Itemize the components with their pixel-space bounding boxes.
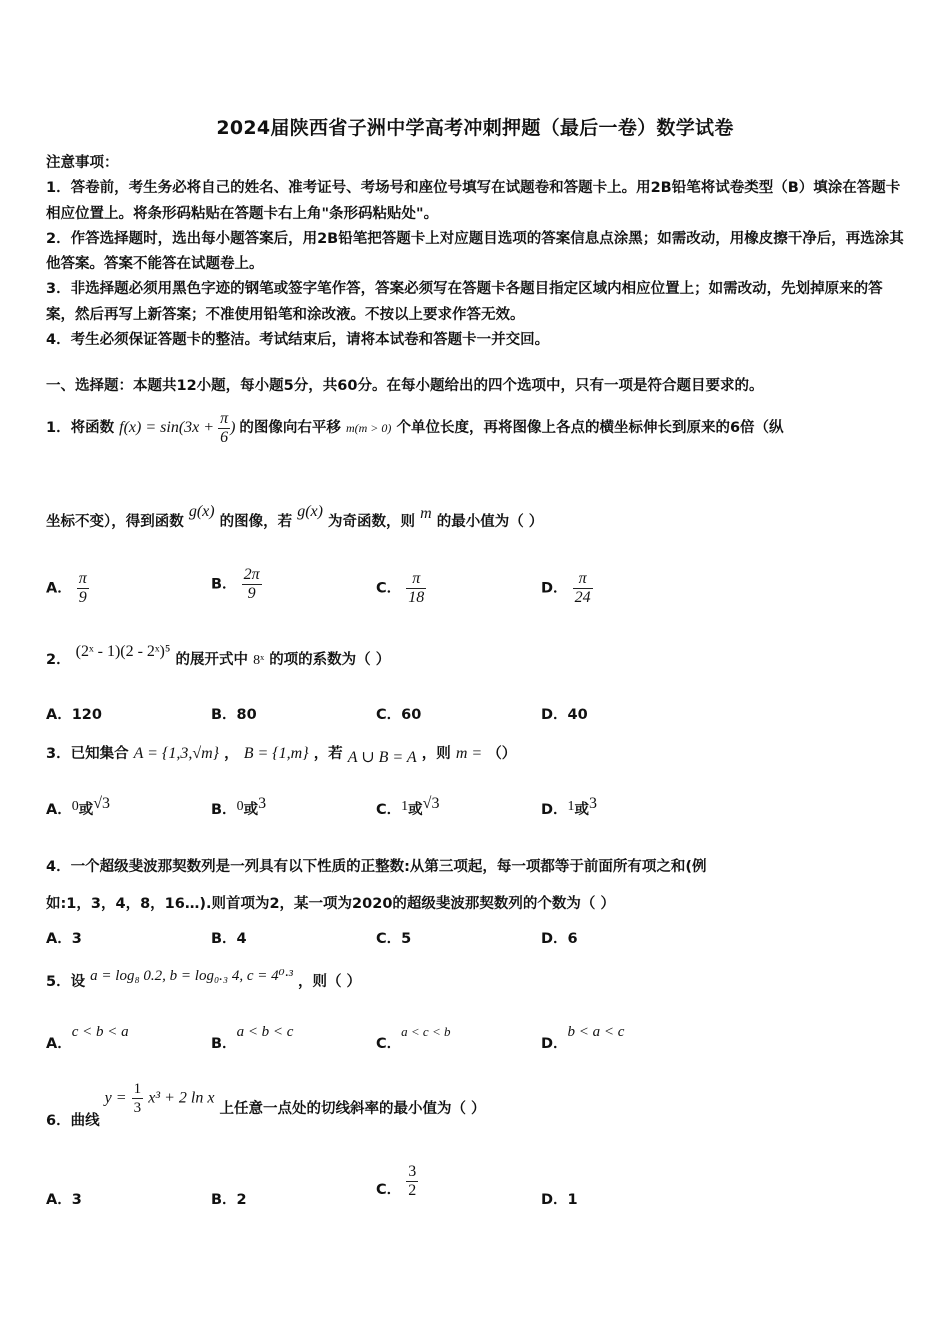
q6-option-d[interactable]: D．1 [541, 1192, 578, 1208]
option-label: B． [211, 802, 237, 818]
q5-option-b[interactable] [211, 1020, 294, 1052]
option-label: D． [541, 1036, 568, 1052]
q2-option-d[interactable]: D．40 [541, 707, 588, 723]
q3-comma: ， [224, 746, 239, 762]
q5-option-c[interactable] [376, 1020, 451, 1052]
frac-den: 9 [78, 589, 87, 606]
frac-num: π [78, 570, 87, 587]
q2-text-1: 的展开式中 [175, 652, 249, 668]
q1-text-6: 的最小值为（ ） [436, 514, 544, 530]
option-value-b: 3 [258, 795, 267, 812]
note-item: 3．非选择题必须用黑色字迹的钢笔或签字笔作答，答案必须写在答题卡各题目指定区域内相应位置上；如需改动，先划掉原来的答案，然后再写上新答案；不准使用铅笔和涂改液。不按以上要求作答无效。 [46, 281, 883, 323]
note-item: 4．考生必须保证答题卡的整洁。考试结束后，请将本试卷和答题卡一并交回。 [46, 332, 550, 349]
question-4-line-1: 4．一个超级斐波那契数列是一列具有以下性质的正整数:从第三项起，每一项都等于前面所有项之和(例 [46, 859, 707, 875]
q1-m: m [420, 505, 432, 522]
question-2 [46, 643, 391, 669]
q2-option-a[interactable]: A．120 [46, 707, 102, 723]
q1-func-text: f(x) = sin(3x + [119, 419, 215, 437]
option-label: A． [46, 580, 72, 597]
option-label: D． [541, 580, 568, 597]
note-item: 2．作答选择题时，选出每小题答案后，用2B铅笔把答题卡上对应题目选项的答案信息点涂黑；如需改动，用橡皮擦干净后，再选涂其他答案。答案不能答在试题卷上。 [46, 230, 904, 273]
frac-num: π [573, 570, 593, 589]
question-1-line-2 [46, 503, 544, 531]
question-4-line-2: 如:1，3，4，8，16…).则首项为2，某一项为2020的超级斐波那契数列的个数为（ ） [46, 896, 615, 912]
option-label: C． [376, 580, 402, 597]
q3-set-a: A = {1,3,√m} [133, 745, 220, 762]
option-expression: a < b < c [236, 1024, 294, 1040]
q3-option-c[interactable] [376, 795, 440, 819]
q4-option-c[interactable]: C．5 [376, 931, 412, 947]
q1-text-3: 坐标不变），得到函数 [46, 514, 184, 530]
q3-ask: m = [455, 745, 483, 762]
option-expression: a < c < b [401, 1024, 451, 1039]
notes-block [46, 151, 906, 353]
q3-condition: A ∪ B = A [347, 749, 417, 766]
q1-g2: g(x) [297, 503, 323, 520]
option-value-b: √3 [422, 795, 440, 812]
question-5 [46, 970, 361, 991]
option-label: C． [376, 1036, 402, 1052]
option-label: A． [46, 1036, 72, 1052]
q1-close: ) [230, 419, 236, 437]
q1-prefix: 1．将函数 [46, 420, 115, 437]
q5-option-d[interactable] [541, 1020, 625, 1052]
q3-set-b: B = {1,m} [243, 745, 309, 762]
question-1 [46, 410, 784, 447]
q1-option-b[interactable] [211, 566, 262, 603]
option-label: C． [376, 802, 402, 818]
q3-text-1: ，若 [313, 746, 343, 762]
q1-text-5: 为奇函数，则 [328, 514, 416, 530]
option-fraction [406, 570, 426, 607]
option-label: B． [211, 576, 237, 593]
option-or: 或 [408, 802, 423, 818]
q4-option-d[interactable]: D．6 [541, 931, 578, 947]
option-value-a: 1 [401, 799, 409, 814]
q3-option-d[interactable] [541, 795, 598, 819]
q1-option-a[interactable] [46, 570, 89, 607]
q6-text-1: 上任意一点处的切线斜率的最小值为（ ） [219, 1100, 486, 1117]
q3-text-2: ，则 [421, 746, 451, 762]
q1-option-c[interactable] [376, 570, 426, 607]
frac-num: 2π [243, 566, 260, 583]
q1-g1: g(x) [188, 503, 215, 520]
option-value-b: 3 [589, 795, 598, 812]
frac-den: 2 [408, 1182, 417, 1199]
q2-expression: (2ˣ - 1)(2 - 2ˣ)⁵ [75, 643, 171, 660]
question-6 [46, 1080, 486, 1129]
q6-rhs: x³ + 2 ln x [148, 1089, 215, 1107]
option-label: A． [46, 802, 72, 818]
q6-option-c[interactable] [376, 1163, 418, 1200]
q5-text-1: ，则（ ） [297, 974, 362, 990]
q4-option-b[interactable]: B．4 [211, 931, 247, 947]
option-fraction [242, 566, 262, 603]
frac-den: 24 [574, 589, 591, 606]
option-fraction [573, 570, 593, 607]
q1-shift: m(m > 0) [345, 421, 392, 436]
option-value-a: 0 [236, 799, 244, 814]
q1-text-2: 个单位长度，再将图像上各点的横坐标伸长到原来的6倍（纵 [396, 420, 784, 437]
q3-option-a[interactable] [46, 795, 111, 819]
option-fraction [77, 570, 89, 607]
frac-den: 9 [247, 585, 256, 602]
q2-prefix: 2． [46, 652, 71, 668]
section-heading: 一、选择题：本题共12小题，每小题5分，共60分。在每小题给出的四个选项中，只有一项是符合题目要求的。 [46, 378, 764, 394]
option-label: B． [211, 1036, 237, 1052]
q3-prefix: 3．已知集合 [46, 746, 129, 762]
q1-function [119, 410, 239, 446]
option-value-a: 0 [71, 799, 79, 814]
q6-lhs: y = [104, 1089, 127, 1107]
option-expression: b < a < c [567, 1024, 625, 1040]
q2-term: 8ˣ [253, 653, 265, 668]
option-value-b: √3 [93, 795, 111, 812]
option-label: D． [541, 802, 568, 818]
frac-num: π [406, 570, 426, 589]
page-title: 2024届陕西省子洲中学高考冲刺押题（最后一卷）数学试卷 [216, 117, 734, 139]
frac-den: 3 [133, 1100, 142, 1116]
notes-heading: 注意事项： [46, 155, 119, 171]
q1-frac-num: π [220, 410, 229, 427]
q5-expression: a = log₈ 0.2, b = log₀.₃ 4, c = 4⁰·³ [90, 968, 293, 984]
q1-frac-den: 6 [220, 429, 229, 446]
question-3 [46, 742, 517, 766]
q6-prefix: 6．曲线 [46, 1112, 100, 1129]
q6-option-a[interactable]: A．3 [46, 1192, 82, 1208]
option-value-a: 1 [567, 799, 575, 814]
q2-text-2: 的项的系数为（ ） [269, 652, 391, 668]
q3-text-3: （） [487, 746, 517, 762]
option-expression: c < b < a [71, 1024, 129, 1040]
q1-text-1: 的图像向右平移 [239, 420, 341, 437]
q1-option-d[interactable] [541, 570, 593, 607]
option-label: C． [376, 1181, 402, 1198]
q3-option-b[interactable] [211, 795, 267, 819]
q4-option-a[interactable]: A．3 [46, 931, 82, 947]
note-item: 1．答卷前，考生务必将自己的姓名、准考证号、考场号和座位号填写在试题卷和答题卡上。用2B铅笔将试卷类型（B）填涂在答题卡相应位置上。将条形码粘贴在答题卡右上角"条形码粘贴处"。 [46, 180, 901, 222]
option-or: 或 [243, 802, 259, 818]
q5-prefix: 5．设 [46, 974, 86, 990]
q5-option-a[interactable] [46, 1020, 129, 1052]
q6-option-b[interactable]: B．2 [211, 1192, 247, 1208]
option-fraction [406, 1163, 418, 1200]
q2-option-c[interactable]: C．60 [376, 707, 422, 723]
q2-option-b[interactable]: B．80 [211, 707, 257, 723]
q1-text-4: 的图像，若 [219, 514, 293, 530]
q6-one-third [132, 1080, 144, 1117]
q1-pi-over-6 [218, 410, 230, 447]
frac-num: 3 [408, 1163, 417, 1180]
frac-den: 18 [408, 589, 425, 606]
option-or: 或 [78, 802, 94, 818]
frac-num: 1 [133, 1081, 142, 1097]
option-or: 或 [574, 802, 590, 818]
